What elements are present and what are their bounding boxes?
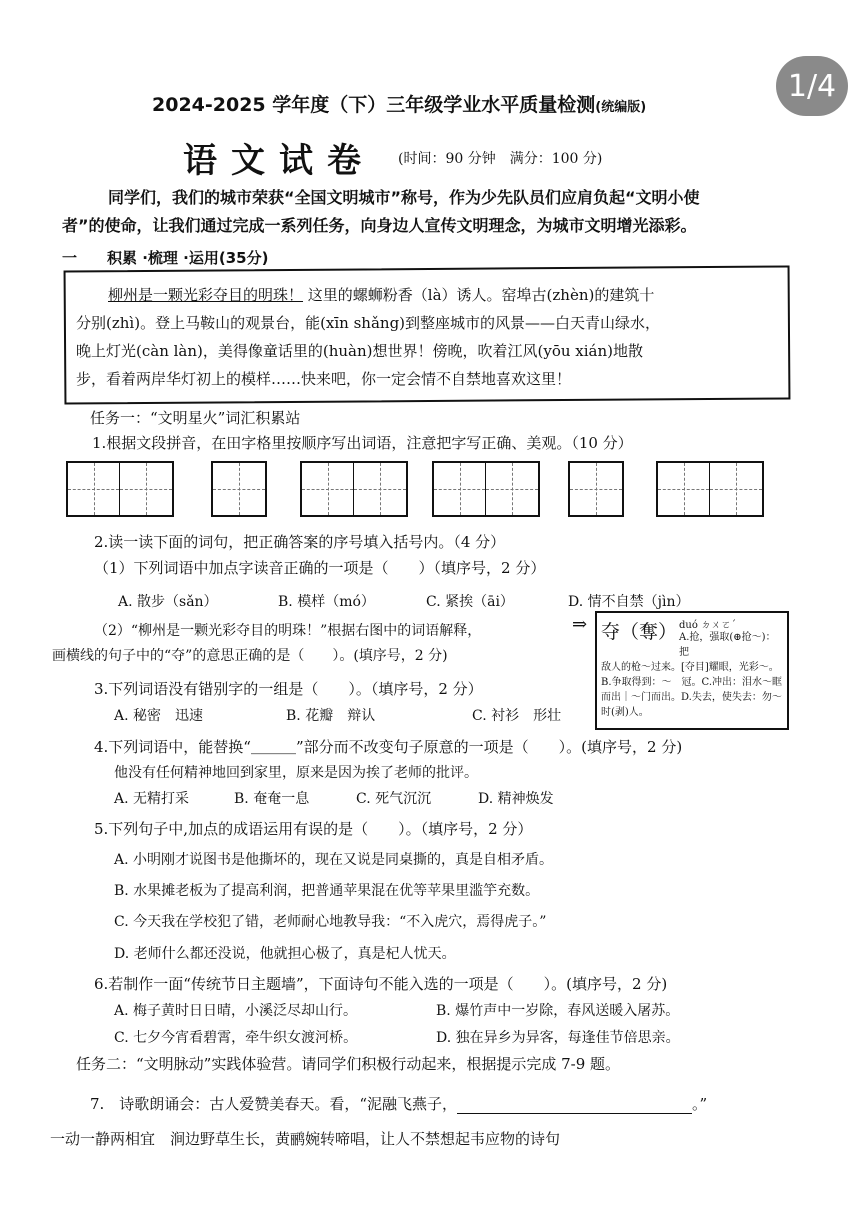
dictionary-entry-box <box>595 611 789 730</box>
grid-cell[interactable] <box>68 463 120 515</box>
subject-title: 语文试卷 <box>183 141 375 181</box>
q4-option-c: C. 死气沉沉 <box>356 791 432 807</box>
arrow-icon: ⇒ <box>572 614 588 635</box>
q7-stem: 7. 诗歌朗诵会：古人爱赞美春天。看，“泥融飞燕子， <box>90 1095 457 1113</box>
writing-grid-1[interactable] <box>66 461 174 517</box>
q6-option-a: A. 梅子黄时日日晴，小溪泛尽却山行。 <box>114 1003 358 1019</box>
task2-title: 任务二：“文明脉动”实践体验营。请同学们积极行动起来，根据提示完成 7-9 题。 <box>76 1055 621 1073</box>
intro-line-2: 者”的使命，让我们通过完成一系列任务，向身边人宣传文明理念，为城市文明增光添彩。 <box>62 216 697 235</box>
writing-grid-6[interactable] <box>656 461 764 517</box>
grid-cell[interactable] <box>354 463 406 515</box>
q2-option-c: C. 紧挨（āi） <box>426 594 514 610</box>
q4-sentence: 他没有任何精神地回到家里，原来是因为挨了老师的批评。 <box>114 765 478 781</box>
page-indicator: 1/4 <box>776 56 848 116</box>
q1-stem: 1.根据文段拼音，在田字格里按顺序写出词语，注意把字写正确、美观。（10 分） <box>92 434 633 452</box>
dictionary-pinyin: duó ㄉㄨㄛˊ <box>679 620 737 631</box>
q7-answer-blank[interactable] <box>457 1095 692 1114</box>
q5-stem: 5.下列句子中,加点的成语运用有误的是（ ）。（填序号，2 分） <box>94 820 533 838</box>
passage-line-1 <box>108 284 654 305</box>
dictionary-def-2: 敌人的枪～过来。[夺目]耀眼，光彩～。B.争取得到：～ 冠。C.冲出：泪水～眶而出｜～门而出。D.失去，使失去：勿～时(剥)人。 <box>601 662 783 718</box>
writing-grid-row <box>66 461 766 517</box>
q7-line <box>90 1093 707 1114</box>
grid-cell[interactable] <box>486 463 538 515</box>
passage-line-3: 晚上灯光(càn làn)，美得像童话里的(huàn)想世界！傍晚，吹着江风(yōu xián)地散 <box>76 342 644 360</box>
dictionary-char: 夺（奪） <box>601 621 678 643</box>
q7-end: 。” <box>691 1095 708 1113</box>
q5-option-d: D. 老师什么都还没说，他就担心极了，真是杞人忧天。 <box>114 946 456 962</box>
q6-option-c: C. 七夕今宵看碧霄，牵牛织女渡河桥。 <box>114 1030 358 1046</box>
bottom-line: 一动一静两相宜 涧边野草生长，黄鹂婉转啼唱，让人不禁想起韦应物的诗句 <box>50 1130 561 1148</box>
passage-line-2: 分别(zhì)。登上马鞍山的观景台，能(xīn shǎng)到整座城市的风景——白天青山绿水， <box>76 314 661 332</box>
q6-option-d: D. 独在异乡为异客，每逢佳节倍思亲。 <box>436 1030 680 1046</box>
exam-title-note: (统编版) <box>595 100 647 115</box>
writing-grid-2[interactable] <box>211 461 267 517</box>
q6-stem: 6.若制作一面“传统节日主题墙”，下面诗句不能入选的一项是（ ）。(填序号，2 分) <box>94 975 668 993</box>
dictionary-def-1: A.抢，强取(⊕抢～)：把 <box>679 632 776 658</box>
q5-option-a: A. 小明刚才说图书是他撕坏的，现在又说是同桌撕的，真是自相矛盾。 <box>114 852 554 868</box>
q4-option-a: A. 无精打采 <box>114 791 190 807</box>
passage-line-4: 步，看着两岸华灯初上的模样……快来吧，你一定会情不自禁地喜欢这里！ <box>76 370 572 388</box>
writing-grid-4[interactable] <box>432 461 540 517</box>
passage-line-1-rest: 这里的螺蛳粉香（là）诱人。窑埠古(zhèn)的建筑十 <box>307 286 655 304</box>
q4-option-b: B. 奄奄一息 <box>234 791 310 807</box>
q2-option-d: D. 情不自禁（jìn） <box>568 594 690 610</box>
grid-cell[interactable] <box>658 463 710 515</box>
q5-option-b: B. 水果摊老板为了提高利润，把普通苹果混在优等苹果里滥竽充数。 <box>114 883 540 899</box>
intro-line-1: 同学们，我们的城市荣获“全国文明城市”称号，作为少先队员们应肩负起“文明小使 <box>108 188 700 207</box>
q5-option-c: C. 今天我在学校犯了错，老师耐心地教导我：“不入虎穴，焉得虎子。” <box>114 914 547 930</box>
q4-option-d: D. 精神焕发 <box>478 791 554 807</box>
q2-sub2-line-1: （2）“柳州是一颗光彩夺目的明珠！”根据右图中的词语解释， <box>94 623 482 639</box>
q2-sub2-line-2: 画横线的句子中的“夺”的意思正确的是（ ）。(填序号，2 分) <box>52 648 448 664</box>
grid-cell[interactable] <box>570 463 622 515</box>
writing-grid-3[interactable] <box>300 461 408 517</box>
grid-cell[interactable] <box>120 463 172 515</box>
passage-underlined-sentence: 柳州是一颗光彩夺目的明珠！ <box>108 286 304 304</box>
q2-option-b: B. 模样（mó） <box>278 594 375 610</box>
q2-stem: 2.读一读下面的词句，把正确答案的序号填入括号内。（4 分） <box>94 533 506 551</box>
q3-option-b: B. 花瓣 辩认 <box>286 708 376 724</box>
task1-title: 任务一：“文明星火”词汇积累站 <box>90 409 301 427</box>
q2-option-a: A. 散步（sǎn） <box>118 594 218 610</box>
section-heading: 一 积累 ·梳理 ·运用(35分) <box>62 249 269 267</box>
q3-option-c: C. 衬衫 形壮 <box>472 708 562 724</box>
grid-cell[interactable] <box>710 463 762 515</box>
grid-cell[interactable] <box>302 463 354 515</box>
grid-cell[interactable] <box>213 463 265 515</box>
writing-grid-5[interactable] <box>568 461 624 517</box>
grid-cell[interactable] <box>434 463 486 515</box>
q3-stem: 3.下列词语没有错别字的一组是（ ）。（填序号，2 分） <box>94 680 483 698</box>
exam-title-text: 2024-2025 学年度（下）三年级学业水平质量检测 <box>152 94 596 116</box>
q3-option-a: A. 秘密 迅速 <box>114 708 204 724</box>
q6-option-b: B. 爆竹声中一岁除，春风送暖入屠苏。 <box>436 1003 680 1019</box>
exam-title <box>152 90 646 117</box>
q4-stem: 4.下列词语中，能替换“＿＿＿”部分而不改变句子原意的一项是（ ）。(填序号，2 分) <box>94 738 683 756</box>
q2-sub1: （1）下列词语中加点字读音正确的一项是（ ）（填序号，2 分） <box>94 559 546 577</box>
time-info: (时间：90 分钟 满分：100 分) <box>398 151 603 167</box>
